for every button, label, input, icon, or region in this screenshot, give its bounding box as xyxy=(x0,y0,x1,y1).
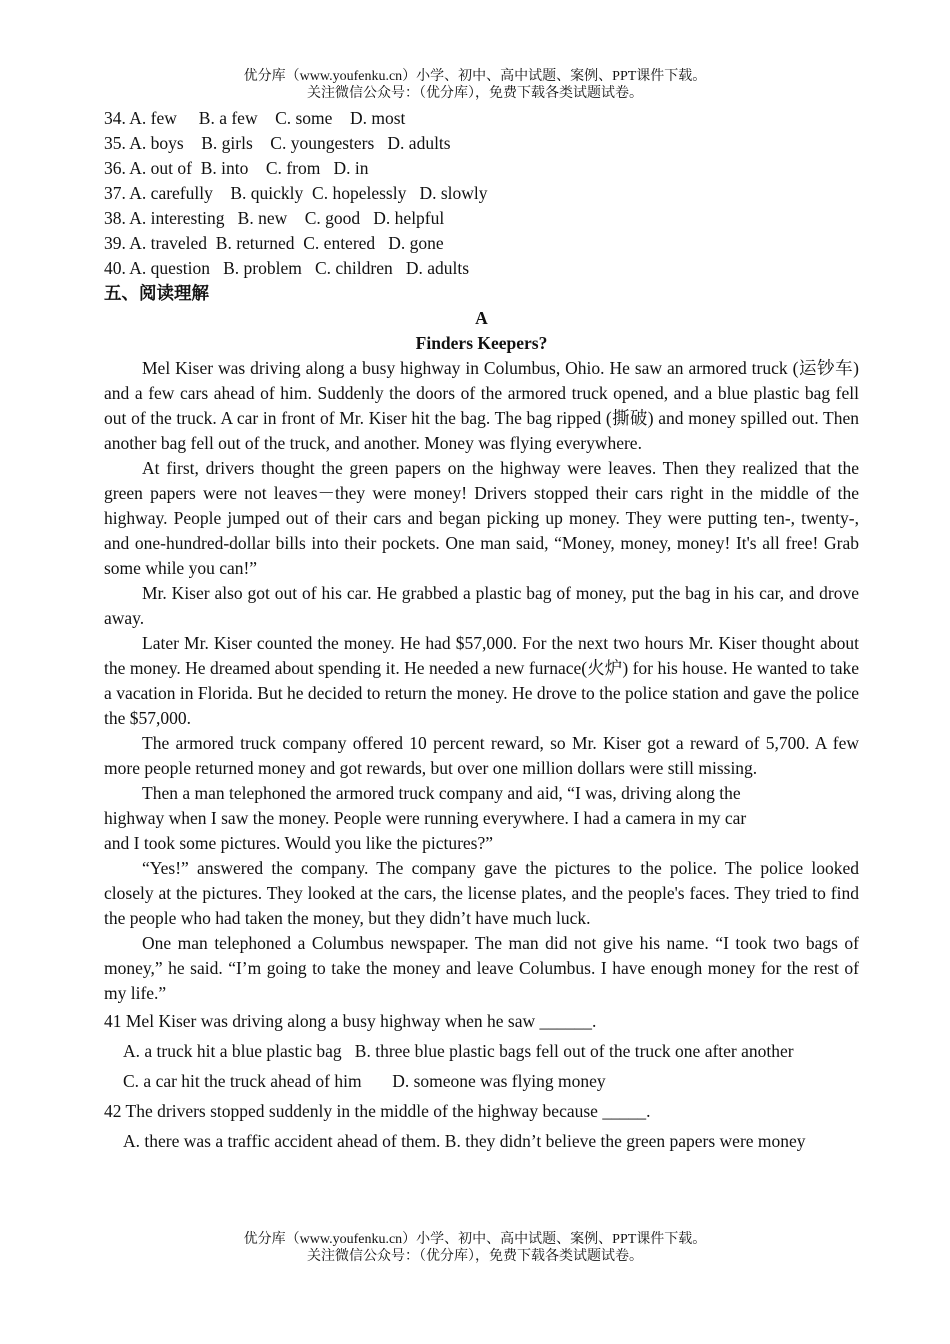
cloze-option-34: 34. A. few B. a few C. some D. most xyxy=(104,108,406,128)
page-content xyxy=(104,106,859,1156)
passage-title: Finders Keepers? xyxy=(415,333,548,353)
cloze-option-37: 37. A. carefully B. quickly C. hopelessly D. slowly xyxy=(104,183,488,203)
header-line-2: 关注微信公众号：（优分库），免费下载各类试题试卷。 xyxy=(307,86,643,101)
question-41-options-cd: C. a car hit the truck ahead of him D. someone was flying money xyxy=(123,1071,606,1091)
paragraph-3: Mr. Kiser also got out of his car. He grabbed a plastic bag of money, put the bag in his car, and drove away. xyxy=(104,583,859,628)
paragraph-2: At first, drivers thought the green papers on the highway were leaves. Then they realized that the green papers were not leaves－they were money! Drivers stopped their cars right in the middle of the highway. People jumped out of their cars and began picking up money. They were putting ten-, twenty-, and one-hundred-dollar bills into their pockets. One man said, “Money, money, money! It's all free! Grab some while you can!” xyxy=(104,458,859,578)
question-42: 42 The drivers stopped suddenly in the middle of the highway because _____. xyxy=(104,1101,651,1121)
paragraph-6-line-1: Then a man telephoned the armored truck company and aid, “I was, driving along the xyxy=(142,783,741,803)
paragraph-8: One man telephoned a Columbus newspaper. The man did not give his name. “I took two bags of money,” he said. “I’m going to take the money and leave Columbus. I have enough money for the rest of my life.” xyxy=(104,933,859,1003)
header-line-1: 优分库（www.youfenku.cn）小学、初中、高中试题、案例、PPT课件下载。 xyxy=(243,69,707,84)
question-41-options-ab: A. a truck hit a blue plastic bag B. three blue plastic bags fell out of the truck one after another xyxy=(123,1041,794,1061)
paragraph-6-line-3: and I took some pictures. Would you like the pictures?” xyxy=(104,833,494,853)
cloze-options xyxy=(104,106,859,281)
paragraph-5: The armored truck company offered 10 percent reward, so Mr. Kiser got a reward of 5,700. A few more people returned money and got rewards, but over one million dollars were still missing. xyxy=(104,733,859,778)
paragraph-1: Mel Kiser was driving along a busy highway in Columbus, Ohio. He saw an armored truck (运钞车) and a few cars ahead of him. Suddenly the doors of the armored truck opened, and a blue plastic bag fell out of the truck. A car in front of Mr. Kiser hit the bag. The bag ripped (撕破) and money spilled out. Then another bag fell out of the truck, and another. Money was flying everywhere. xyxy=(104,358,859,453)
cloze-option-38: 38. A. interesting B. new C. good D. helpful xyxy=(104,208,445,228)
question-41: 41 Mel Kiser was driving along a busy highway when he saw ______. xyxy=(104,1011,597,1031)
page-header xyxy=(0,68,950,102)
question-42-options-ab: A. there was a traffic accident ahead of them. B. they didn’t believe the green papers were money xyxy=(123,1131,806,1151)
cloze-option-39: 39. A. traveled B. returned C. entered D. gone xyxy=(104,233,444,253)
paragraph-7: “Yes!” answered the company. The company gave the pictures to the police. The police looked closely at the pictures. They looked at the cars, the license plates, and the people's faces. They tried to find the people who had taken the money, but they didn’t have much luck. xyxy=(104,858,859,928)
cloze-option-36: 36. A. out of B. into C. from D. in xyxy=(104,158,369,178)
paragraph-4: Later Mr. Kiser counted the money. He had $57,000. For the next two hours Mr. Kiser thought about the money. He dreamed about spending it. He needed a new furnace(火炉) for his house. He wanted to take a vacation in Florida. But he decided to return the money. He drove to the police station and gave the police the $57,000. xyxy=(104,633,859,728)
passage-label: A xyxy=(475,308,488,328)
page-footer xyxy=(0,1231,950,1265)
footer-line-2: 关注微信公众号：（优分库），免费下载各类试题试卷。 xyxy=(307,1249,643,1264)
paragraph-6 xyxy=(104,781,859,856)
section-title: 五、阅读理解 xyxy=(104,283,209,303)
paragraph-6-line-2: highway when I saw the money. People were running everywhere. I had a camera in my car xyxy=(104,808,747,828)
cloze-option-40: 40. A. question B. problem C. children D. adults xyxy=(104,258,470,278)
footer-line-1: 优分库（www.youfenku.cn）小学、初中、高中试题、案例、PPT课件下载。 xyxy=(243,1232,707,1247)
cloze-option-35: 35. A. boys B. girls C. youngesters D. adults xyxy=(104,133,451,153)
